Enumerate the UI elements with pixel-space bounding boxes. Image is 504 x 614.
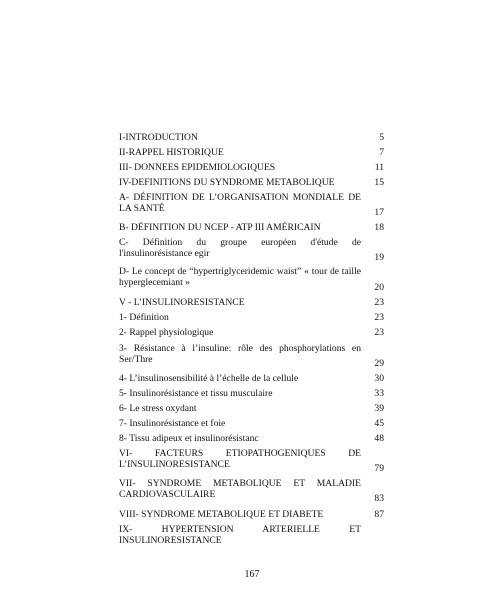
toc-page-introduction: 5 bbox=[379, 132, 384, 143]
toc-entry-introduction: I-INTRODUCTION bbox=[119, 132, 198, 143]
toc-page-diabete: 87 bbox=[374, 509, 384, 520]
toc-page-insulinoresistance: 23 bbox=[374, 297, 384, 308]
toc-page-hypertriglyceridemic-waist: 20 bbox=[374, 282, 384, 293]
toc-entry-insulinoresistance: V - L’INSULINORESISTANCE bbox=[119, 297, 245, 308]
toc-page-tissu-musculaire: 33 bbox=[374, 388, 384, 399]
toc-entry-tissu-adipeux: 8- Tissu adipeux et insulinorésistanc bbox=[119, 433, 259, 444]
toc-entry-rappel-historique: II-RAPPEL HISTORIQUE bbox=[119, 147, 224, 158]
toc-page-definition-egir: 19 bbox=[374, 252, 384, 263]
toc-page-maladie-cardiovasculaire: 83 bbox=[374, 493, 384, 504]
toc-page-resistance-insuline: 29 bbox=[374, 358, 384, 369]
toc-entry-maladie-cardiovasculaire: VII- SYNDROME METABOLIQUE ET MALADIE CARDIOVASCULAIRE bbox=[119, 478, 361, 500]
toc-page-definition-ncep: 18 bbox=[374, 222, 384, 233]
toc-entry-definition-egir: C- Définition du groupe européen d'étude de l'insulinorésistance egir bbox=[119, 237, 361, 259]
toc-page-donnees-epidemiologiques: 11 bbox=[374, 162, 384, 173]
toc-page-rappel-physiologique: 23 bbox=[374, 327, 384, 338]
toc-entry-donnees-epidemiologiques: III- DONNEES EPIDEMIOLOGIQUES bbox=[119, 162, 276, 173]
toc-entry-foie: 7- Insulinorésistance et foie bbox=[119, 418, 226, 429]
toc-entry-definition-oms: A- DÉFINITION DE L’ORGANISATION MONDIALE DE LA SANTÉ bbox=[119, 192, 361, 214]
toc-entry-insulinosensibilite: 4- L’insulinosensibilité à l’échelle de la cellule bbox=[119, 373, 299, 384]
toc-page-definitions-syndrome: 15 bbox=[374, 177, 384, 188]
toc-entry-definitions-syndrome: IV-DEFINITIONS DU SYNDROME METABOLIQUE bbox=[119, 177, 335, 188]
toc-page-definition: 23 bbox=[374, 312, 384, 323]
toc-page-foie: 45 bbox=[374, 418, 384, 429]
page-number: 167 bbox=[244, 569, 260, 580]
toc-entry-resistance-insuline: 3- Résistance à l’insuline: rôle des phosphorylations en Ser/Thre bbox=[119, 343, 361, 365]
toc-entry-hypertension-arterielle: IX- HYPERTENSION ARTERIELLE ET INSULINORESISTANCE bbox=[119, 524, 361, 546]
toc-page-definition-oms: 17 bbox=[374, 207, 384, 218]
toc-entry-hypertriglyceridemic-waist: D- Le concept de “hypertriglyceridemic waist” « tour de taille hyperglecemiant » bbox=[119, 266, 361, 288]
toc-page-stress-oxydant: 39 bbox=[374, 403, 384, 414]
toc-page-tissu-adipeux: 48 bbox=[374, 433, 384, 444]
toc-entry-stress-oxydant: 6- Le stress oxydant bbox=[119, 403, 197, 414]
toc-entry-definition-ncep: B- DÉFINITION DU NCEP - ATP III AMÉRICAIN bbox=[119, 222, 321, 233]
toc-page-insulinosensibilite: 30 bbox=[374, 373, 384, 384]
toc-entry-tissu-musculaire: 5- Insulinorésistance et tissu musculaire bbox=[119, 388, 273, 399]
toc-entry-facteurs-etiopathogeniques: VI- FACTEURS ETIOPATHOGENIQUES DE L’INSULINORESISTANCE bbox=[119, 448, 361, 470]
toc-page-rappel-historique: 7 bbox=[379, 147, 384, 158]
toc-entry-definition: 1- Définition bbox=[119, 312, 169, 323]
toc-page-facteurs-etiopathogeniques: 79 bbox=[374, 463, 384, 474]
toc-entry-diabete: VIII- SYNDROME METABOLIQUE ET DIABETE bbox=[119, 509, 324, 520]
toc-entry-rappel-physiologique: 2- Rappel physiologique bbox=[119, 327, 214, 338]
